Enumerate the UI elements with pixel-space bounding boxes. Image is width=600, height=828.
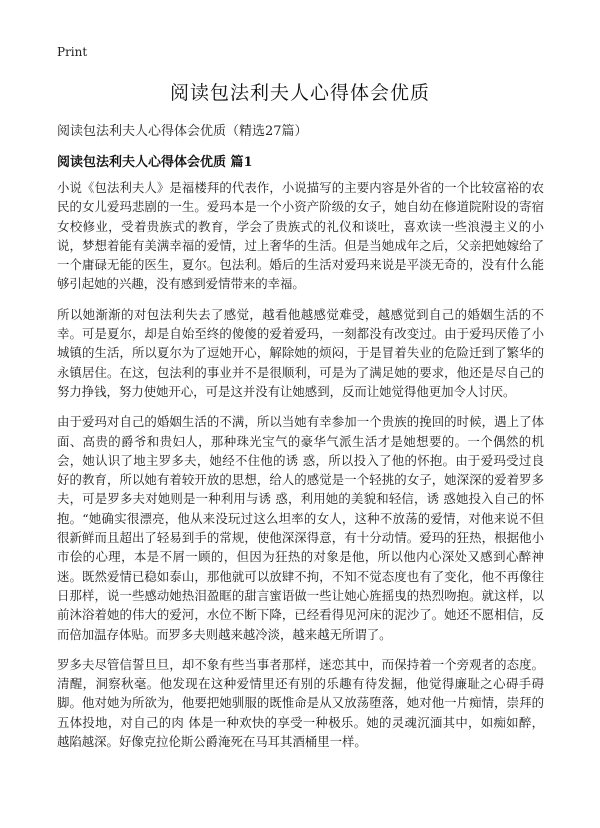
- paragraph-2: 所以她渐渐的对包法利失去了感觉，越看他越感觉难受，越感觉到自己的婚姻生活的不幸。可是夏尔，却是自始至终的傻傻的爱着爱玛，一刻都没有改变过。由于爱玛厌倦了小城镇的生活，所以夏尔为了逗她开心，解除她的烦闷，于是冒着失业的危险迁到了繁华的永镇居住。在这，包法利的事业并不是很顺利，可是为了满足她的要求，他还是尽自己的努力挣钱，努力使她开心，可是这并没有让她感到，反而让她觉得他更加令人讨厌。: [57, 306, 544, 399]
- page-title: 阅读包法利夫人心得体会优质: [169, 82, 430, 104]
- print-label: Print: [57, 45, 88, 59]
- paragraph-1: 小说《包法利夫人》是福楼拜的代表作，小说描写的主要内容是外省的一个比较富裕的农民的女儿爱玛悲剧的一生。爱玛本是一个小资产阶级的女子，她自幼在修道院附设的寄宿女校修业，受着贵族式的教育，学会了贵族式的礼仪和谈吐，喜欢读一些浪漫主义的小说，梦想着能有美满幸福的爱情，过上奢华的生活。但是当她成年之后，父亲把她嫁给了一个庸碌无能的医生，夏尔。包法利。婚后的生活对爱玛来说是平淡无奇的，没有什么能够引起她的兴趣，没有感到爱情带来的幸福。: [57, 180, 544, 292]
- article-body: [57, 178, 544, 762]
- document-subtitle: 阅读包法利夫人心得体会优质（精选27篇）: [57, 124, 308, 139]
- paragraph-4: 罗多夫尽管信誓旦旦，却不象有些当事者那样，迷恋其中，而保持着一个旁观者的态度。清醒，洞察秋毫。他发现在这种爱情里还有别的乐趣有待发掘，他觉得廉耻之心碍手碍脚。他对她为所欲为，他要把她驯服的既惟命是从又放荡堕落，她对他一片痴情，崇拜的五体投地，对自己的肉 体是一种欢快的享受一种极乐。她的灵魂沉湎其中，如痴如醉，越陷越深。好像克拉伦斯公爵淹死在马耳其酒桶里一样。: [57, 656, 544, 750]
- paragraph-3: 由于爱玛对自己的婚姻生活的不满，所以当她有幸参加一个贵族的挽回的时候，遇上了体面、高贵的爵爷和贵妇人，那种珠光宝气的豪华气派生活才是她想要的。一个偶然的机会，她认识了地主罗多夫，她经不住他的诱 惑，所以投入了他的怀抱。由于爱玛受过良好的教育，所以她有着较开放的思想，给人的感觉是一个轻挑的女子，她深深的爱着罗多夫，可是罗多夫对她则是一种利用与诱 惑，利用她的美貌和轻信，诱 惑她投入自己的怀抱。“她确实很漂亮，他从来没玩过这么坦率的女人，这种不放荡的爱情，对他来说不但很新鲜而且超出了轻易到手的常规，使他深深得意，有十分动情。爱玛的狂热，根据他小市侩的心理，本是不屑一顾的，但因为狂热的对象是他，所以他内心深处又感到心醉神迷。既然爱情已稳如泰山，那他就可以放肆不拘，不知不觉态度也有了变化，他不再像往日那样，说一些感动她热泪盈眶的甜言蜜语做一些让她心旌摇曳的热烈吻抱。就这样，以前沐浴着她的伟大的爱河，水位不断下降，已经看得见河床的泥沙了。她还不愿相信，反而倍加温存体贴。而罗多夫则越来越冷淡，越来越无所谓了。: [57, 414, 544, 642]
- section-heading: 阅读包法利夫人心得体会优质 篇1: [57, 155, 253, 170]
